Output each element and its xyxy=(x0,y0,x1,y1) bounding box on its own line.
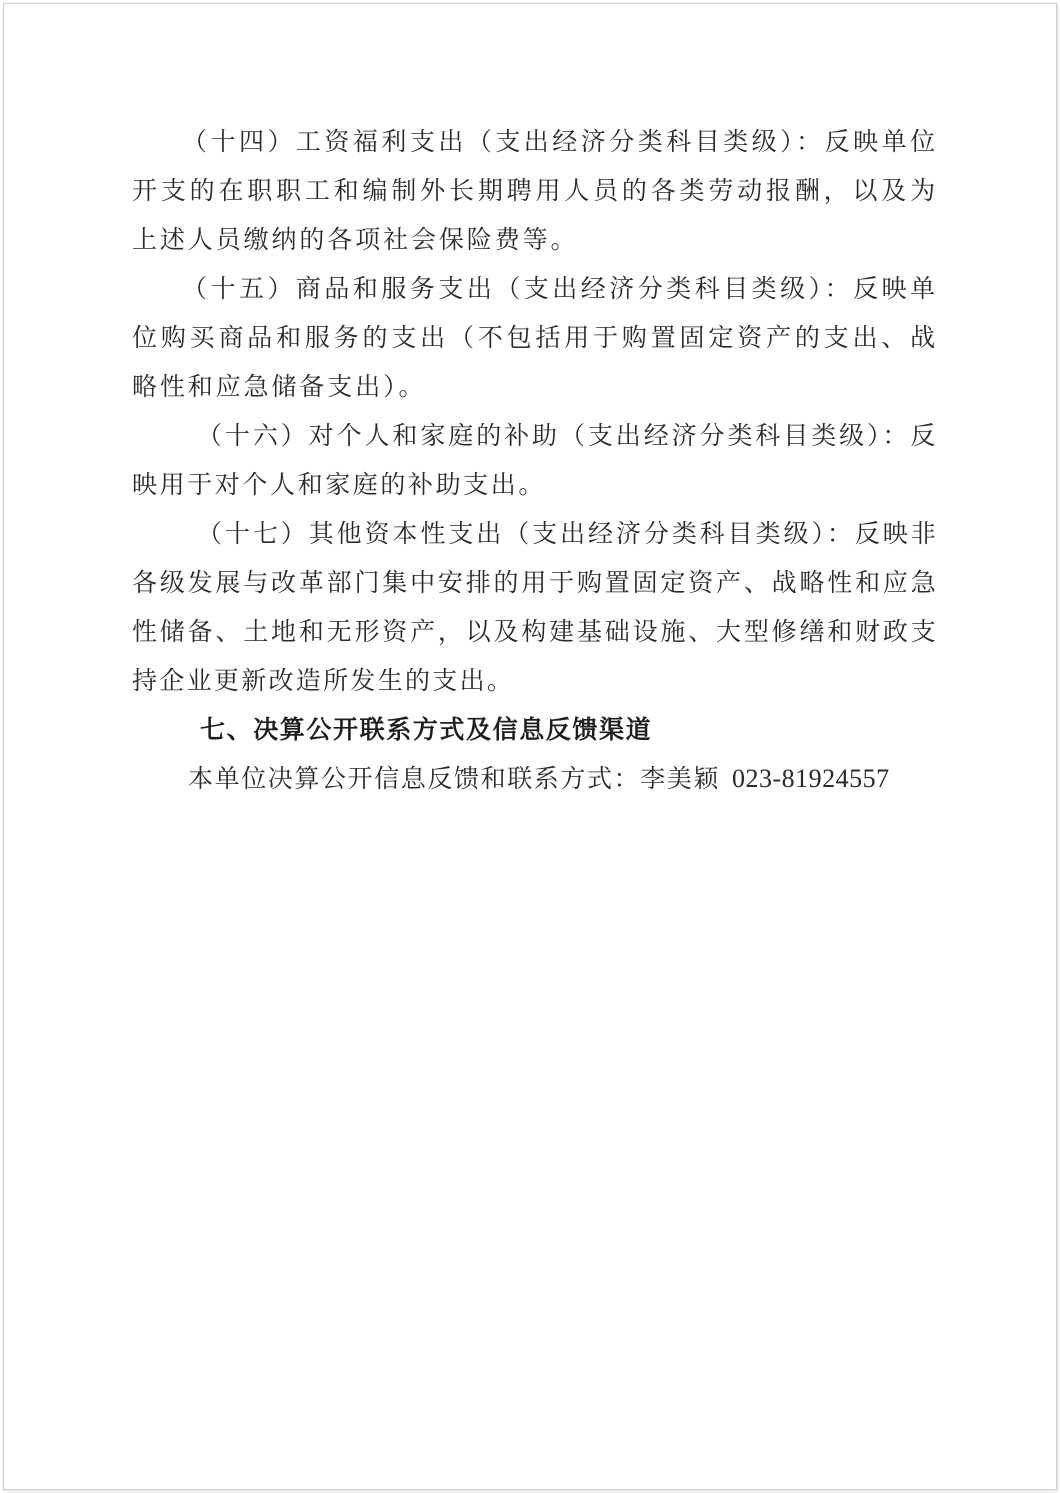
paragraph-wage-welfare: （十四）工资福利支出（支出经济分类科目类级）：反映单位开支的在职职工和编制外长期聘用人员的各类劳动报酬，以及为上述人员缴纳的各项社会保险费等。 xyxy=(132,127,938,254)
paragraph-goods-services: （十五）商品和服务支出（支出经济分类科目类级）：反映单位购买商品和服务的支出（不包括用于购置固定资产的支出、战略性和应急储备支出）。 xyxy=(132,274,938,401)
paragraph-other-capital: （十七）其他资本性支出（支出经济分类科目类级）：反映非各级发展与改革部门集中安排的用于购置固定资产、战略性和应急性储备、土地和无形资产，以及构建基础设施、大型修缮和财政支持企业更新改造所发生的支出。 xyxy=(132,519,938,695)
document-body xyxy=(132,117,938,803)
document-page xyxy=(3,3,1057,1490)
contact-label: 本单位决算公开信息反馈和联系方式：李美颖 xyxy=(188,764,721,793)
contact-line xyxy=(132,754,938,803)
paragraph-household-subsidy: （十六）对个人和家庭的补助（支出经济分类科目类级）：反映用于对个人和家庭的补助支出。 xyxy=(132,421,938,499)
section-heading-contact: 七、决算公开联系方式及信息反馈渠道 xyxy=(200,715,653,744)
contact-phone: 023-81924557 xyxy=(732,764,890,793)
